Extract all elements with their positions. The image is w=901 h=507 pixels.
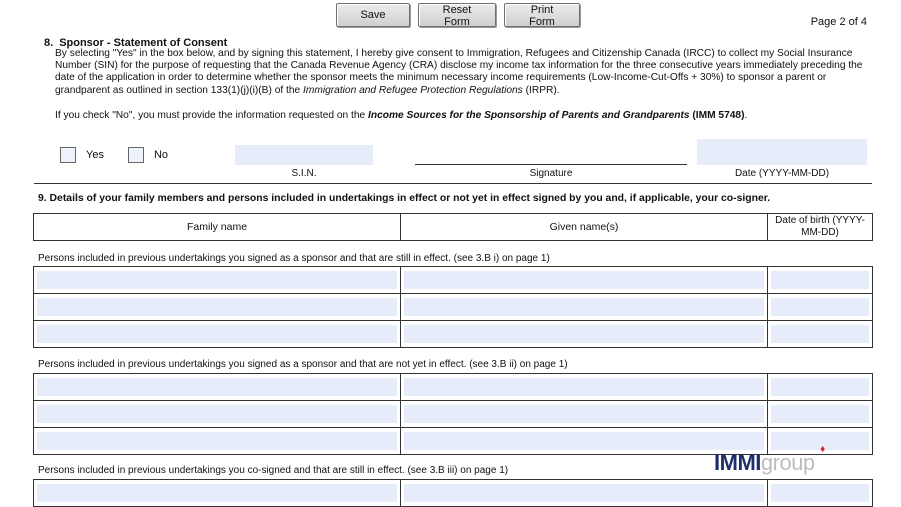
consent-statement <box>55 48 870 97</box>
section-8-title: Sponsor - Statement of Consent <box>59 37 228 49</box>
table-sponsor-not-yet-in-effect <box>33 373 873 455</box>
table-cosigned-in-effect <box>33 479 873 507</box>
print-form-button[interactable]: Print Form <box>504 3 580 27</box>
column-date-of-birth: Date of birth (YYYY-MM-DD) <box>768 214 873 241</box>
no-instruction <box>55 110 870 121</box>
family-members-header-table <box>33 213 873 241</box>
family-name-input[interactable] <box>37 405 397 423</box>
form-code: (IMM 5748) <box>689 110 745 121</box>
family-name-input[interactable] <box>37 432 397 450</box>
column-given-names: Given name(s) <box>401 214 768 241</box>
no-instruction-prefix: If you check "No", you must provide the information requested on the <box>55 110 369 121</box>
income-sources-form-name: Income Sources for the Sponsorship of Parents and Grandparents <box>368 110 690 121</box>
form-toolbar <box>336 3 580 27</box>
given-name-input[interactable] <box>404 271 764 289</box>
date-of-birth-input[interactable] <box>771 405 869 423</box>
date-of-birth-input[interactable] <box>771 271 869 289</box>
consent-text: By selecting "Yes" in the box below, and by signing this statement, I hereby give consent to Immigration, Refugees and Citizenship Canada (IRCC) to collect my Social Insurance Number (SIN) for the purpose of requesting that the Canada Revenue Agency (CRA) disclose my income tax information for the three consecutive years immediately preceding the date of the application in order to determine whether the sponsor meets the minimum necessary income requirements (Low-Income-Cut-Offs + 30%) to sponsor a parent or grandparent as outlined in section 133(1)(j)(i)(B) of the <box>55 48 863 96</box>
given-name-input[interactable] <box>404 298 764 316</box>
family-name-input[interactable] <box>37 484 397 502</box>
immigroup-watermark-logo <box>714 444 825 476</box>
reset-form-button[interactable]: Reset Form <box>418 3 496 27</box>
signature-line <box>415 164 687 165</box>
watermark-part-2: group <box>760 450 815 475</box>
group-label-sponsor-not-yet-in-effect: Persons included in previous undertakings you signed as a sponsor and that are not yet in effect. (see 3.B ii) on page 1) <box>38 359 568 370</box>
family-name-input[interactable] <box>37 271 397 289</box>
given-name-input[interactable] <box>404 432 764 450</box>
save-button[interactable]: Save <box>336 3 410 27</box>
date-of-birth-input[interactable] <box>771 378 869 396</box>
table-sponsor-in-effect <box>33 266 873 348</box>
watermark-part-1: IMMI <box>714 450 761 475</box>
table-row <box>34 401 873 428</box>
column-family-name: Family name <box>34 214 401 241</box>
section-divider <box>34 183 872 184</box>
yes-label: Yes <box>86 149 104 161</box>
table-row <box>34 374 873 401</box>
consent-tail: (IRPR). <box>522 84 560 96</box>
given-name-input[interactable] <box>404 325 764 343</box>
no-checkbox[interactable] <box>128 147 144 163</box>
family-name-input[interactable] <box>37 325 397 343</box>
given-name-input[interactable] <box>404 378 764 396</box>
table-row <box>34 321 873 348</box>
maple-leaf-icon: ♦ <box>820 444 825 455</box>
table-row <box>34 294 873 321</box>
family-name-input[interactable] <box>37 378 397 396</box>
family-name-input[interactable] <box>37 298 397 316</box>
consent-regulation-name: Immigration and Refugee Protection Regulations <box>303 84 523 96</box>
no-label: No <box>153 149 169 161</box>
date-of-birth-input[interactable] <box>771 325 869 343</box>
date-of-birth-input[interactable] <box>771 484 869 502</box>
table-row <box>34 267 873 294</box>
sin-label: S.I.N. <box>291 168 317 179</box>
group-label-cosigned-in-effect: Persons included in previous undertakings you co-signed and that are still in effect. (see 3.B iii) on page 1) <box>38 465 509 476</box>
no-instruction-end: . <box>744 110 748 121</box>
given-name-input[interactable] <box>404 484 764 502</box>
page-number: Page 2 of 4 <box>810 16 867 28</box>
table-row <box>34 480 873 507</box>
signature-label: Signature <box>529 168 573 179</box>
section-8-number: 8. <box>44 37 54 49</box>
section-9-title: 9. Details of your family members and persons included in undertakings in effect or not yet in effect signed by you and, if applicable, your co-signer. <box>38 193 771 204</box>
date-of-birth-input[interactable] <box>771 298 869 316</box>
sin-field[interactable] <box>235 145 373 165</box>
group-label-sponsor-in-effect: Persons included in previous undertakings you signed as a sponsor and that are still in effect. (see 3.B i) on page 1) <box>38 253 550 264</box>
consent-checkboxes <box>60 147 192 163</box>
yes-checkbox[interactable] <box>60 147 76 163</box>
date-label: Date (YYYY-MM-DD) <box>734 168 830 179</box>
given-name-input[interactable] <box>404 405 764 423</box>
date-field[interactable] <box>697 139 867 165</box>
